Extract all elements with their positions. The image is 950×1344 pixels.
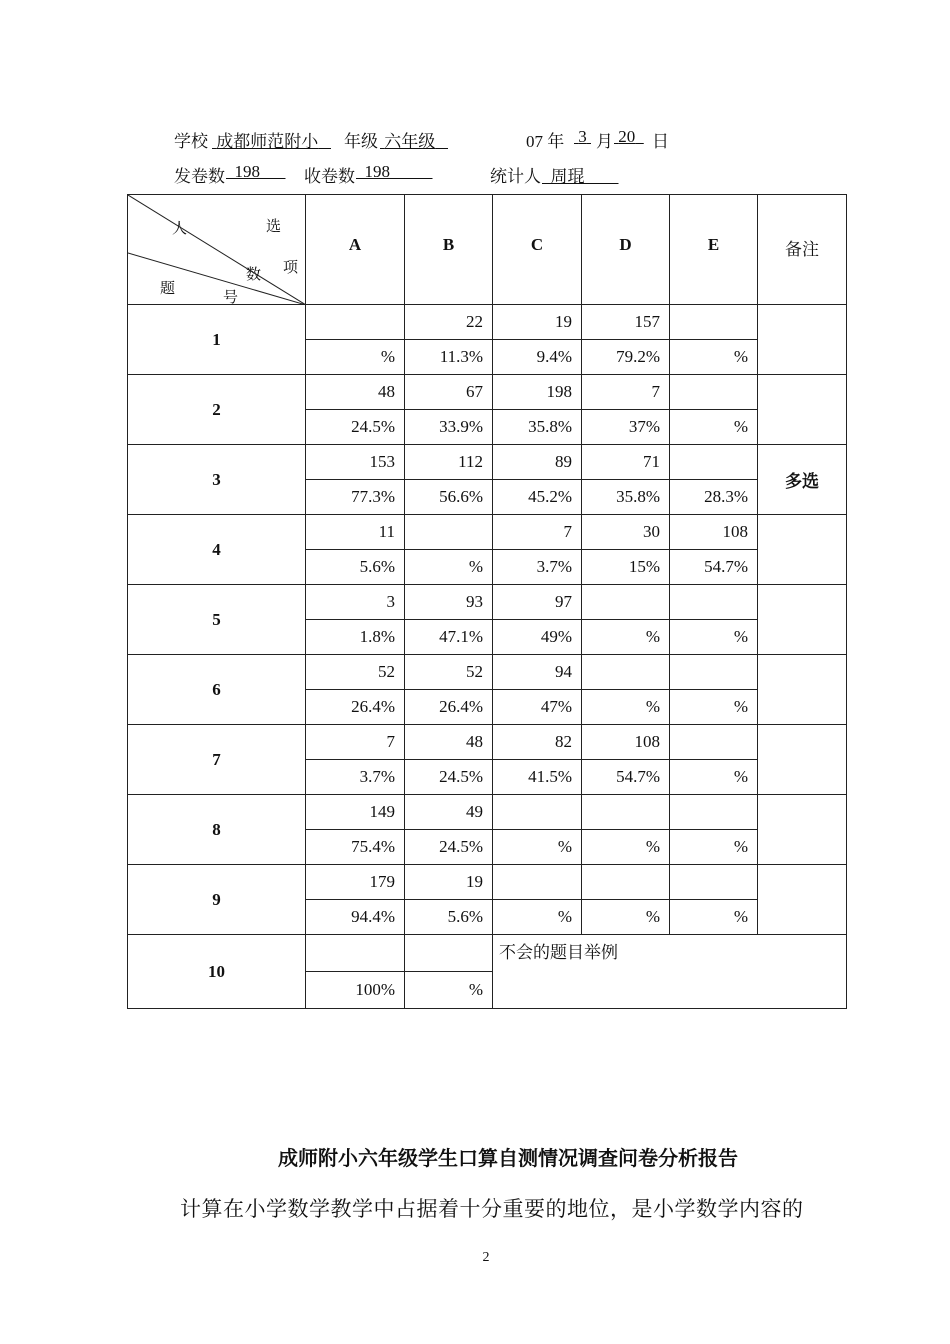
percent-cell: 37% (582, 410, 670, 445)
percent-cell: 54.7% (582, 760, 670, 795)
date-year: 07 年 (526, 132, 565, 151)
col-header-a: A (306, 195, 405, 305)
body-paragraph: 计算在小学数学教学中占据着十分重要的地位，是小学数学内容的 (180, 1197, 804, 1221)
percent-cell: 45.2% (493, 480, 582, 515)
question-number: 1 (128, 305, 306, 375)
count-cell: 153 (306, 445, 405, 480)
count-cell: 49 (405, 795, 493, 830)
percent-cell: 79.2% (582, 340, 670, 375)
percent-cell: % (670, 340, 758, 375)
corner-diagonals (128, 195, 306, 305)
percent-cell: % (493, 900, 582, 935)
question-number: 6 (128, 655, 306, 725)
corner-xiang: 项 (283, 260, 299, 276)
question-number: 10 (128, 935, 306, 1009)
count-cell (306, 935, 405, 972)
note-cell (758, 585, 847, 655)
table-header-row (128, 195, 847, 305)
count-cell: 7 (306, 725, 405, 760)
corner-cell (128, 195, 306, 305)
table-row (128, 305, 847, 340)
corner-xuan: 选 (266, 219, 282, 235)
school-label: 学校 (174, 132, 208, 151)
col-header-note: 备注 (758, 195, 847, 305)
question-number: 4 (128, 515, 306, 585)
count-cell (306, 305, 405, 340)
count-cell: 108 (670, 515, 758, 550)
count-cell: 48 (405, 725, 493, 760)
percent-cell: 35.8% (493, 410, 582, 445)
note-cell (758, 655, 847, 725)
stat-label: 统计人 (490, 167, 541, 186)
count-cell: 89 (493, 445, 582, 480)
percent-cell: 35.8% (582, 480, 670, 515)
percent-cell: 5.6% (306, 550, 405, 585)
percent-cell: 54.7% (670, 550, 758, 585)
table-row (128, 445, 847, 480)
count-cell: 52 (405, 655, 493, 690)
question-number: 5 (128, 585, 306, 655)
corner-ren: 人 (172, 221, 188, 237)
percent-cell: % (670, 900, 758, 935)
question-number: 2 (128, 375, 306, 445)
percent-cell: 94.4% (306, 900, 405, 935)
percent-cell: % (493, 830, 582, 865)
percent-cell: % (670, 830, 758, 865)
note-cell (758, 865, 847, 935)
count-cell (670, 445, 758, 480)
count-cell: 11 (306, 515, 405, 550)
count-cell: 97 (493, 585, 582, 620)
percent-cell: 15% (582, 550, 670, 585)
percent-cell: 24.5% (405, 760, 493, 795)
count-cell: 19 (493, 305, 582, 340)
count-cell (582, 585, 670, 620)
percent-cell: 9.4% (493, 340, 582, 375)
note-cell (758, 725, 847, 795)
percent-cell: % (582, 620, 670, 655)
count-cell (670, 655, 758, 690)
issued-label: 发卷数 (174, 167, 225, 186)
percent-cell: 33.9% (405, 410, 493, 445)
percent-cell: 47% (493, 690, 582, 725)
day-unit: 日 (652, 132, 669, 151)
percent-cell: 100% (306, 972, 405, 1009)
count-cell: 7 (493, 515, 582, 550)
table-row (128, 585, 847, 620)
count-cell: 94 (493, 655, 582, 690)
percent-cell: 1.8% (306, 620, 405, 655)
corner-shu: 数 (246, 267, 262, 283)
percent-cell: % (582, 900, 670, 935)
collected-value: 198 (364, 162, 390, 181)
note-cell (758, 305, 847, 375)
percent-cell: % (670, 620, 758, 655)
count-cell: 179 (306, 865, 405, 900)
percent-cell: 5.6% (405, 900, 493, 935)
date-day: 20 (618, 127, 636, 146)
count-cell: 48 (306, 375, 405, 410)
example-cell: 不会的题目举例 (493, 935, 847, 1009)
percent-cell: % (670, 690, 758, 725)
table-row (128, 795, 847, 830)
percent-cell: 24.5% (306, 410, 405, 445)
school-value: 成都师范附小 (216, 132, 319, 151)
date-month: 3 (578, 127, 587, 146)
count-cell (670, 305, 758, 340)
table-row (128, 655, 847, 690)
percent-cell: 75.4% (306, 830, 405, 865)
percent-cell: 77.3% (306, 480, 405, 515)
question-number: 9 (128, 865, 306, 935)
percent-cell: % (582, 690, 670, 725)
table-row (128, 935, 847, 972)
grade-value: 六年级 (384, 132, 436, 151)
percent-cell: 56.6% (405, 480, 493, 515)
count-cell (405, 515, 493, 550)
question-number: 8 (128, 795, 306, 865)
count-cell: 52 (306, 655, 405, 690)
question-number: 3 (128, 445, 306, 515)
count-cell (670, 795, 758, 830)
percent-cell: % (670, 760, 758, 795)
count-cell (493, 865, 582, 900)
table-row (128, 515, 847, 550)
percent-cell: % (405, 550, 493, 585)
count-cell: 149 (306, 795, 405, 830)
count-cell: 71 (582, 445, 670, 480)
percent-cell: 24.5% (405, 830, 493, 865)
count-cell (670, 725, 758, 760)
table-row (128, 375, 847, 410)
col-header-b: B (405, 195, 493, 305)
count-cell: 30 (582, 515, 670, 550)
count-cell: 112 (405, 445, 493, 480)
count-cell: 3 (306, 585, 405, 620)
survey-table (127, 194, 847, 1009)
corner-hao: 号 (223, 290, 239, 306)
percent-cell: % (670, 410, 758, 445)
col-header-e: E (670, 195, 758, 305)
table-row (128, 725, 847, 760)
percent-cell: % (306, 340, 405, 375)
percent-cell: 26.4% (306, 690, 405, 725)
percent-cell: 3.7% (493, 550, 582, 585)
count-cell: 7 (582, 375, 670, 410)
count-cell (670, 585, 758, 620)
count-cell: 22 (405, 305, 493, 340)
note-cell (758, 375, 847, 445)
percent-cell: 41.5% (493, 760, 582, 795)
note-cell: 多选 (758, 445, 847, 515)
month-unit: 月 (596, 132, 613, 151)
note-cell (758, 515, 847, 585)
grade-label: 年级 (344, 132, 378, 151)
percent-cell: 11.3% (405, 340, 493, 375)
percent-cell: % (582, 830, 670, 865)
col-header-c: C (493, 195, 582, 305)
count-cell: 157 (582, 305, 670, 340)
count-cell (670, 375, 758, 410)
count-cell: 108 (582, 725, 670, 760)
count-cell (582, 655, 670, 690)
percent-cell: 3.7% (306, 760, 405, 795)
count-cell: 198 (493, 375, 582, 410)
corner-ti: 题 (160, 281, 176, 297)
stat-value: 周琨 (550, 167, 585, 186)
count-cell (405, 935, 493, 972)
count-cell: 67 (405, 375, 493, 410)
col-header-d: D (582, 195, 670, 305)
page-number: 2 (482, 1250, 490, 1265)
count-cell (670, 865, 758, 900)
report-title: 成师附小六年级学生口算自测情况调查问卷分析报告 (278, 1146, 738, 1170)
count-cell: 93 (405, 585, 493, 620)
collected-label: 收卷数 (304, 167, 355, 186)
percent-cell: 47.1% (405, 620, 493, 655)
issued-value: 198 (234, 162, 260, 181)
count-cell: 82 (493, 725, 582, 760)
count-cell (582, 795, 670, 830)
percent-cell: % (405, 972, 493, 1009)
question-number: 7 (128, 725, 306, 795)
count-cell (582, 865, 670, 900)
note-cell (758, 795, 847, 865)
count-cell (493, 795, 582, 830)
percent-cell: 28.3% (670, 480, 758, 515)
count-cell: 19 (405, 865, 493, 900)
percent-cell: 26.4% (405, 690, 493, 725)
table-row (128, 865, 847, 900)
percent-cell: 49% (493, 620, 582, 655)
